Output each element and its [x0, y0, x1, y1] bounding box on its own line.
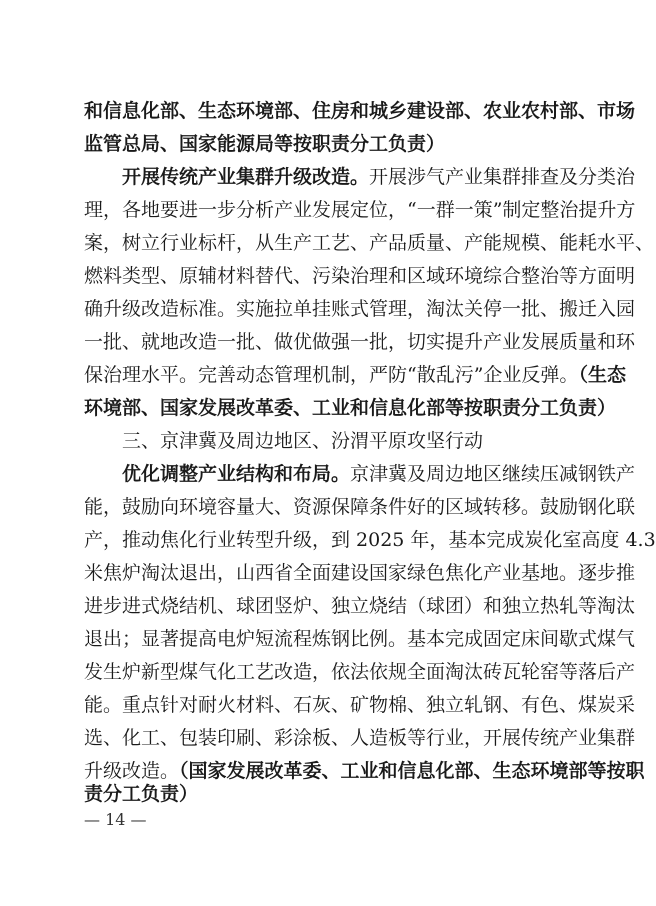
para2-line4: 燃料类型、原辅材料替代、污染治理和区域环境综合整治等方面明: [84, 265, 636, 287]
para3-line1-rest: 京津冀及周边地区继续压减钢铁产: [350, 463, 636, 485]
para2-line7: [84, 360, 626, 390]
para3-line10-normal: 升级改造。: [84, 760, 180, 782]
para3-line1: [122, 459, 636, 489]
para2-line1-rest: 开展涉气产业集群排查及分类治: [369, 166, 636, 188]
para2-line7-normal: 保治理水平。完善动态管理机制，严防“散乱污”企业反弹。: [84, 364, 579, 386]
para2-lead: 开展传统产业集群升级改造。: [122, 166, 370, 188]
section-heading: 三、京津冀及周边地区、汾渭平原攻坚行动: [122, 430, 484, 452]
para3-line7: 发生炉新型煤气化工艺改造，依法依规全面淘汰砖瓦轮窑等落后产: [84, 661, 636, 683]
para2-line2: 理，各地要进一步分析产业发展定位，“一群一策”制定整治提升方: [84, 199, 636, 221]
para1-line1: 和信息化部、生态环境部、住房和城乡建设部、农业农村部、市场: [84, 100, 636, 122]
para2-line3: 案，树立行业标杆，从生产工艺、产品质量、产能规模、能耗水平、: [84, 232, 655, 254]
para2-line5: 确升级改造标准。实施拉单挂账式管理，淘汰关停一批、搬迁入园: [84, 298, 636, 320]
para3-line4: 米焦炉淘汰退出，山西省全面建设国家绿色焦化产业基地。逐步推: [84, 562, 636, 584]
para2-line8: 环境部、国家发展改革委、工业和信息化部等按职责分工负责）: [84, 397, 617, 419]
para3-line3: 产，推动焦化行业转型升级，到 2025 年，基本完成炭化室高度 4.3: [84, 529, 656, 551]
para3-line9: 选、化工、包装印刷、彩涂板、人造板等行业，开展传统产业集群: [84, 727, 636, 749]
page-number: — 14 —: [84, 810, 147, 829]
para1-line2: 监管总局、国家能源局等按职责分工负责）: [84, 133, 446, 155]
para3-line11: 责分工负责）: [84, 783, 199, 805]
para2-line7-bold: （生态: [578, 364, 626, 386]
para3-line5: 进步进式烧结机、球团竖炉、独立烧结（球团）和独立热轧等淘汰: [84, 595, 636, 617]
para3-line2: 能，鼓励向环境容量大、资源保障条件好的区域转移。鼓励钢化联: [84, 496, 636, 518]
para3-lead: 优化调整产业结构和布局。: [122, 463, 351, 485]
para2-line1: [122, 162, 636, 192]
para3-line10-bold: （国家发展改革委、工业和信息化部、生态环境部等按职: [179, 760, 645, 782]
para3-line8: 能。重点针对耐火材料、石灰、矿物棉、独立轧钢、有色、煤炭采: [84, 694, 636, 716]
para2-line6: 一批、就地改造一批、做优做强一批，切实提升产业发展质量和环: [84, 331, 636, 353]
para3-line6: 退出；显著提高电炉短流程炼钢比例。基本完成固定床间歇式煤气: [84, 628, 636, 650]
